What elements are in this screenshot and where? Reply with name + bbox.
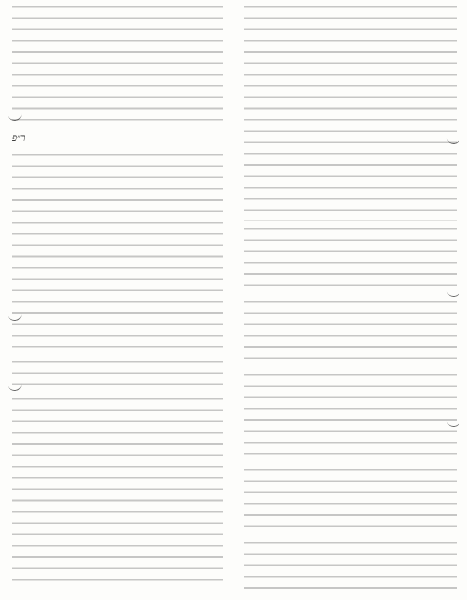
right-paragraph-5: [244, 469, 457, 535]
left-paragraph-2: [12, 361, 223, 391]
right-paragraph-4: [244, 374, 457, 462]
two-column-layout: [8, 6, 459, 594]
left-column: [8, 6, 223, 594]
left-paragraph-1: [12, 154, 223, 354]
right-paragraph-3: [244, 301, 457, 367]
left-top-paragraph: [12, 6, 223, 126]
right-paragraph-1: [244, 6, 457, 221]
right-paragraph-2: [244, 228, 457, 294]
right-column: [244, 6, 459, 594]
handwritten-correction-mark: [446, 287, 459, 298]
page-marker: ר״פ: [12, 133, 26, 144]
right-paragraph-6: [244, 542, 457, 594]
left-paragraph-3: [12, 398, 223, 584]
